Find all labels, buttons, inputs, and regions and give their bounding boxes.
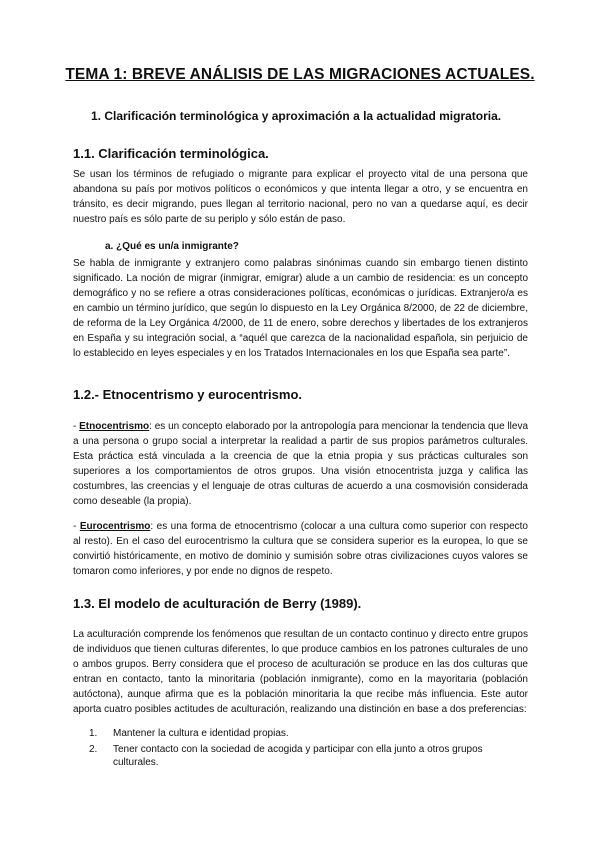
- etnocentrismo-paragraph: [73, 419, 528, 509]
- eurocentrismo-paragraph: [73, 519, 528, 579]
- list-item: [73, 743, 528, 770]
- etnocentrismo-definition: : es un concepto elaborado por la antropología para mencionar la tendencia que lleva a una persona o grupo social a interpretar la realidad a partir de sus propios parámetros culturales. Esta práctica está vinculada a la creencia de que la etnia propia y sus prácticas culturales son superiores a los comportamientos de otros grupos. Una visión etnocentrista juzga y califica las costumbres, las creencias y el lenguaje de otras culturas de acuerdo a una cosmovisión considerada como deseable (la propia).: [73, 421, 529, 507]
- section-1-heading: 1. Clarificación terminológica y aproximación a la actualidad migratoria.: [91, 109, 502, 123]
- preferences-list: [73, 727, 528, 772]
- inmigrante-subheading: a. ¿Qué es un/a inmigrante?: [105, 241, 239, 252]
- eurocentrismo-term: Eurocentrismo: [79, 521, 151, 532]
- document-title: TEMA 1: BREVE ANÁLISIS DE LAS MIGRACIONES ACTUALES.: [65, 66, 535, 83]
- section-1-1-heading: 1.1. Clarificación terminológica.: [73, 146, 269, 161]
- inmigrante-paragraph: [73, 256, 528, 361]
- section-1-1-paragraph: [73, 167, 528, 227]
- etno-prefix: -: [73, 421, 80, 432]
- section-1-2-heading: 1.2.- Etnocentrismo y eurocentrismo.: [73, 387, 303, 402]
- section-1-3-heading: 1.3. El modelo de aculturación de Berry (1989).: [73, 596, 362, 611]
- etnocentrismo-term: Etnocentrismo: [79, 421, 150, 432]
- list-item-number: 1.: [89, 728, 98, 739]
- refugiado-paragraph: Se usan los términos de refugiado o migrante para explicar el proyecto vital de una persona que abandona su país por motivos políticos o económicos y que intenta llegar a otro, y se encuentra en tránsito, es decir migrando, pues llegan al territorio nacional, pero no van a quedarse aquí, es decir nuestro país es sólo parte de su periplo y sólo están de paso.: [73, 169, 528, 225]
- eurocentrismo-definition: : es una forma de etnocentrismo (colocar a una cultura como superior con respecto al resto). En el caso del eurocentrismo la cultura que se considera superior es la europea, lo que se convirtió históricamente, en motivo de dominio y sumisión sobre otras civilizaciones cuyos valores se tomaron como inferiores, y por ende no dignos de respeto.: [73, 521, 528, 577]
- inmigrante-text: Se habla de inmigrante y extranjero como palabras sinónimas cuando sin embargo tienen distinto significado. La noción de migrar (inmigrar, emigrar) alude a un cambio de residencia: es un concepto demográfico y no se refiere a otras consideraciones políticas, económicas o jurídicas. Extranjero/a es en cambio un término jurídico, que según lo dispuesto en la Ley Orgánica 8/2000, de 22 de diciembre, de reforma de la Ley Orgánica 4/2000, de 11 de enero, sobre derechos y libertades de los extranjeros en España y su integración social, a “aquél que carezca de la nacionalidad española, sin perjuicio de lo establecido en leyes especiales y en los Tratados Internacionales en los que España sea parte”.: [73, 258, 528, 359]
- list-item: [73, 727, 528, 741]
- aculturacion-text: La aculturación comprende los fenómenos que resultan de un contacto continuo y directo entre grupos de individuos que tienen culturas diferentes, lo que produce cambios en los patrones culturales de uno o ambos grupos. Berry considera que el proceso de aculturación se produce en las dos culturas que entran en contacto, tanto la minoritaria (población inmigrante), como en la mayoritaria (población autóctona), aunque afirma que es la población minoritaria la que recibe más influencia. Este autor aporta cuatro posibles actitudes de aculturación, realizando una distinción en base a dos preferencias:: [73, 629, 528, 715]
- list-item-text: Tener contacto con la sociedad de acogida y participar con ella junto a otros grupos culturales.: [113, 743, 483, 768]
- aculturacion-paragraph: [73, 627, 528, 717]
- list-item-text: Mantener la cultura e identidad propias.: [113, 728, 289, 739]
- list-item-number: 2.: [89, 743, 98, 755]
- euro-prefix: -: [73, 521, 80, 532]
